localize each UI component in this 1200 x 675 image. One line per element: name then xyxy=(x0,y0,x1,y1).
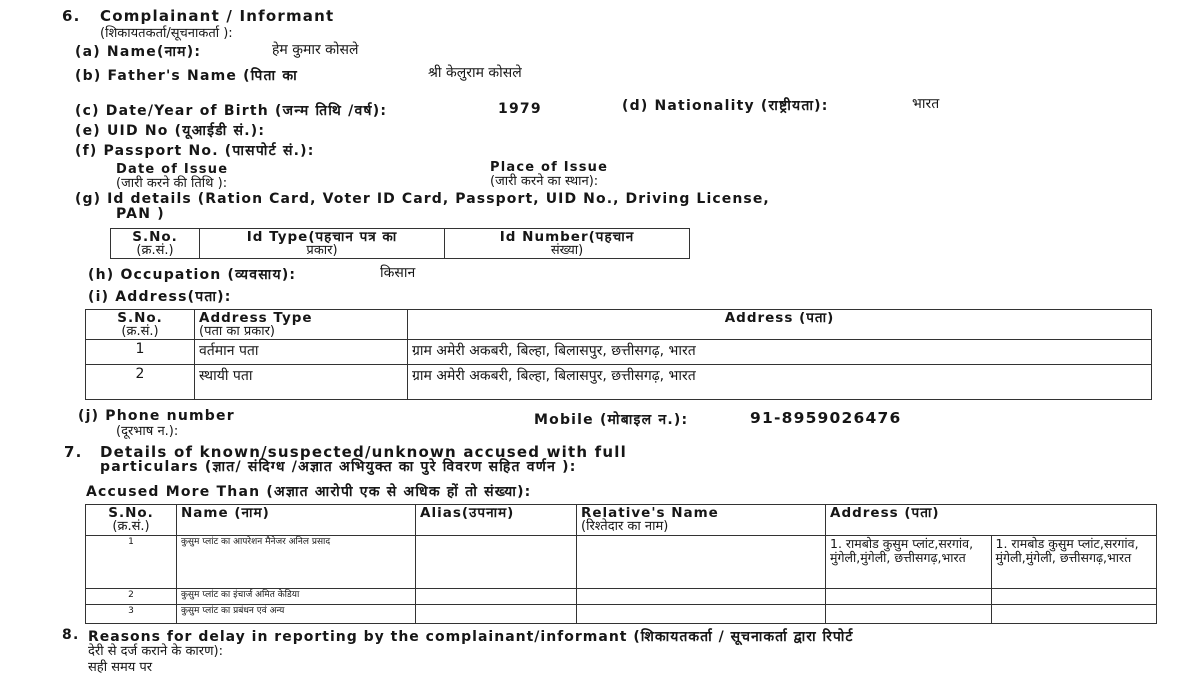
issue-place-label-hindi: (जारी करने का स्थान): xyxy=(490,174,599,189)
addr-col-sno: S.No. xyxy=(117,310,163,326)
section-8-value: सही समय पर xyxy=(88,660,153,675)
id-col-number: Id Number(पहचान xyxy=(499,229,635,245)
section-6-title-hindi: (शिकायतकर्ता/सूचनाकर्ता ): xyxy=(100,26,233,41)
mobile-value: 91-8959026476 xyxy=(750,409,902,427)
phone-label: (j) Phone number xyxy=(78,408,235,424)
acc-col-sno-hindi: (क्र.सं.) xyxy=(112,519,150,534)
acc-row-alias xyxy=(416,536,577,589)
addr-row-type: वर्तमान पता xyxy=(195,340,408,365)
addr-col-type-hindi: (पता का प्रकार) xyxy=(199,324,275,339)
passport-label: (f) Passport No. (पासपोर्ट सं.): xyxy=(75,143,315,159)
table-row xyxy=(86,365,1152,400)
dob-label: (c) Date/Year of Birth (जन्म तिथि /वर्ष): xyxy=(75,103,388,119)
issue-date-label-hindi: (जारी करने की तिथि ): xyxy=(116,176,228,191)
id-details-label-cont: PAN ) xyxy=(116,206,165,222)
acc-col-sno: S.No. xyxy=(108,505,154,521)
acc-row-address-2 xyxy=(991,605,1157,624)
id-col-type-hindi: प्रकार) xyxy=(306,243,338,258)
section-7-number: 7. xyxy=(64,443,83,461)
section-8-number: 8. xyxy=(62,627,80,643)
address-label: (i) Address(पता): xyxy=(88,289,232,305)
table-row xyxy=(86,605,1157,624)
acc-row-relative xyxy=(577,536,826,589)
father-name-label: (b) Father's Name (पिता का xyxy=(75,68,298,84)
addr-col-sno-hindi: (क्र.सं.) xyxy=(121,324,159,339)
acc-row-name: कुसुम प्लांट का इंचार्ज अमित केडिया xyxy=(177,589,416,605)
acc-row-alias xyxy=(416,589,577,605)
addr-col-address: Address (पता) xyxy=(724,310,835,326)
father-name-value: श्री केलुराम कोसले xyxy=(428,65,522,81)
acc-row-address-2: 1. रामबोड कुसुम प्लांट,सरगांव, मुंगेली,मुंगेली, छत्तीसगढ़,भारत xyxy=(991,536,1157,589)
nationality-value: भारत xyxy=(912,96,940,112)
acc-row-relative xyxy=(577,605,826,624)
address-header-row xyxy=(86,310,1152,340)
id-details-table xyxy=(110,228,690,259)
section-8-title: Reasons for delay in reporting by the complainant/informant (शिकायतकर्ता / सूचनाकर्ता द्वारा रिपोर्ट xyxy=(88,629,854,645)
section-6-number: 6. xyxy=(62,7,81,25)
id-col-number-hindi: संख्या) xyxy=(550,243,584,258)
issue-date-label: Date of Issue xyxy=(116,162,229,177)
id-details-label: (g) Id details (Ration Card, Voter ID Card, Passport, UID No., Driving License, xyxy=(75,191,770,207)
address-table xyxy=(85,309,1152,400)
uid-label: (e) UID No (यूआईडी सं.): xyxy=(75,123,266,139)
acc-col-alias: Alias(उपनाम) xyxy=(420,505,515,521)
acc-row-address xyxy=(826,589,992,605)
id-col-sno: S.No. xyxy=(132,229,178,245)
acc-col-name: Name (नाम) xyxy=(181,505,270,521)
mobile-label: Mobile (मोबाइल न.): xyxy=(534,412,689,428)
accused-more-label: Accused More Than (अज्ञात आरोपी एक से अधिक हों तो संख्या): xyxy=(86,484,532,500)
section-8-title-cont: देरी से दर्ज कराने के कारण): xyxy=(88,644,223,659)
section-7-title-cont: particulars (ज्ञात/ संदिग्ध /अज्ञात अभियुक्त का पुरे विवरण सहित वर्णन ): xyxy=(100,459,577,475)
table-row xyxy=(86,340,1152,365)
acc-row-address-2 xyxy=(991,589,1157,605)
name-value: हेम कुमार कोसले xyxy=(272,42,359,58)
name-label: (a) Name(नाम): xyxy=(75,44,202,60)
occupation-value: किसान xyxy=(380,265,416,281)
accused-table xyxy=(85,504,1157,624)
addr-row-sno: 1 xyxy=(86,340,195,365)
acc-row-relative xyxy=(577,589,826,605)
acc-col-relative: Relative's Name xyxy=(581,505,719,521)
phone-label-hindi: (दूरभाष न.): xyxy=(116,424,179,439)
acc-col-relative-hindi: (रिश्तेदार का नाम) xyxy=(581,519,669,534)
issue-place-label: Place of Issue xyxy=(490,160,609,175)
id-details-header-row xyxy=(111,229,690,259)
table-row xyxy=(86,536,1157,589)
addr-row-address: ग्राम अमेरी अकबरी, बिल्हा, बिलासपुर, छत्तीसगढ़, भारत xyxy=(408,340,1152,365)
id-col-type: Id Type(पहचान पत्र का xyxy=(246,229,398,245)
addr-col-type: Address Type xyxy=(199,310,313,326)
acc-row-address xyxy=(826,605,992,624)
dob-value: 1979 xyxy=(498,101,542,117)
accused-header-row xyxy=(86,505,1157,536)
section-6-title: Complainant / Informant xyxy=(100,7,335,25)
acc-row-sno: 2 xyxy=(86,589,177,605)
acc-row-sno: 3 xyxy=(86,605,177,624)
acc-row-alias xyxy=(416,605,577,624)
acc-row-name: कुसुम प्लांट का प्रबंधन एवं अन्य xyxy=(177,605,416,624)
acc-row-address: 1. रामबोड कुसुम प्लांट,सरगांव, मुंगेली,मुंगेली, छत्तीसगढ़,भारत xyxy=(826,536,992,589)
addr-row-type: स्थायी पता xyxy=(195,365,408,400)
acc-row-sno: 1 xyxy=(86,536,177,589)
occupation-label: (h) Occupation (व्यवसाय): xyxy=(88,267,297,283)
section-7-title: Details of known/suspected/unknown accused with full xyxy=(100,443,627,461)
acc-col-address: Address (पता) xyxy=(830,505,940,521)
acc-row-name: कुसुम प्लांट का आपरेशन मैनेजर अनिल प्रसाद xyxy=(177,536,416,589)
addr-row-address: ग्राम अमेरी अकबरी, बिल्हा, बिलासपुर, छत्तीसगढ़, भारत xyxy=(408,365,1152,400)
addr-row-sno: 2 xyxy=(86,365,195,400)
nationality-label: (d) Nationality (राष्ट्रीयता): xyxy=(622,98,829,114)
table-row xyxy=(86,589,1157,605)
id-col-sno-hindi: (क्र.सं.) xyxy=(136,243,174,258)
